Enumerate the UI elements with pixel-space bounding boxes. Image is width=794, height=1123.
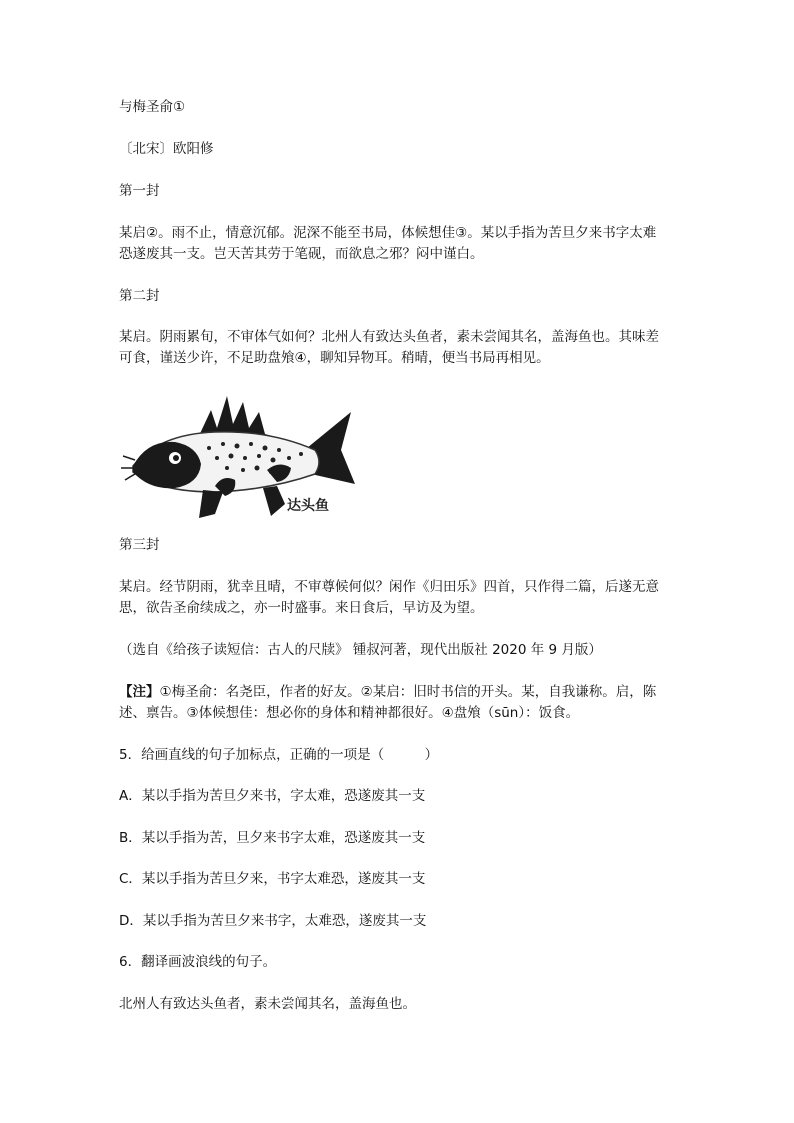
question-6-sentence: 北州人有致达头鱼者，素未尝闻其名，盖海鱼也。 (119, 996, 416, 1012)
letter2-line1: 某启。阴雨累旬，不审体气如何？北州人有致达头鱼者，素未尝闻其名，盖海鱼也。其味差 (119, 329, 659, 345)
source-citation: （选自《给孩子读短信：古人的尺牍》 锺叔河著，现代出版社 2020 年 9 月版） (119, 642, 602, 658)
letter3-line1: 某启。经节阴雨，犹幸且晴，不审尊候何似？闲作《归田乐》四首，只作得二篇，后遂无意 (119, 579, 659, 595)
option-a: A．某以手指为苦旦夕来书，字太难，恐遂废其一支 (119, 788, 426, 804)
document-title: 与梅圣俞① (119, 99, 186, 115)
letter3-line2: 思，欲告圣俞续成之，亦一时盛事。来日食后，早访及为望。 (119, 600, 484, 616)
document-author: 〔北宋〕欧阳修 (119, 141, 214, 157)
question-5: 5．给画直线的句子加标点，正确的一项是（ ） (119, 747, 439, 763)
letter1-line1: 某启②。雨不止，情意沉郁。泥深不能至书局，体候想佳③。某以手指为苦旦夕来书字太难 (119, 225, 657, 241)
option-c: C．某以手指为苦旦夕来，书字太难恐，遂废其一支 (119, 871, 426, 887)
option-b: B．某以手指为苦，旦夕来书字太难，恐遂废其一支 (119, 830, 426, 846)
letter2-line2: 可食，谨送少许，不足助盘飧④，聊知异物耳。稍晴，便当书局再相见。 (119, 350, 550, 366)
letter2-heading: 第二封 (119, 288, 160, 304)
option-d: D．某以手指为苦旦夕来书字，太难恐，遂废其一支 (119, 913, 427, 929)
question-6: 6．翻译画波浪线的句子。 (119, 954, 277, 970)
notes-label: 【注】 (119, 684, 160, 700)
letter1-heading: 第一封 (119, 183, 160, 199)
letter1-line2: 恐遂废其一支。岂天苦其劳于笔砚，而欲息之邪？闷中谨白。 (119, 246, 484, 262)
notes-line2: 述、禀告。③体候想佳：想必你的身体和精神都很好。④盘飧（sūn）：饭食。 (119, 705, 580, 721)
notes-line1 (119, 682, 656, 703)
notes-text1: ①梅圣俞：名尧臣，作者的好友。②某启：旧时书信的开头。某，自我谦称。启，陈 (159, 684, 657, 700)
letter3-heading: 第三封 (119, 537, 160, 553)
fish-caption: 达头鱼 (287, 498, 329, 514)
